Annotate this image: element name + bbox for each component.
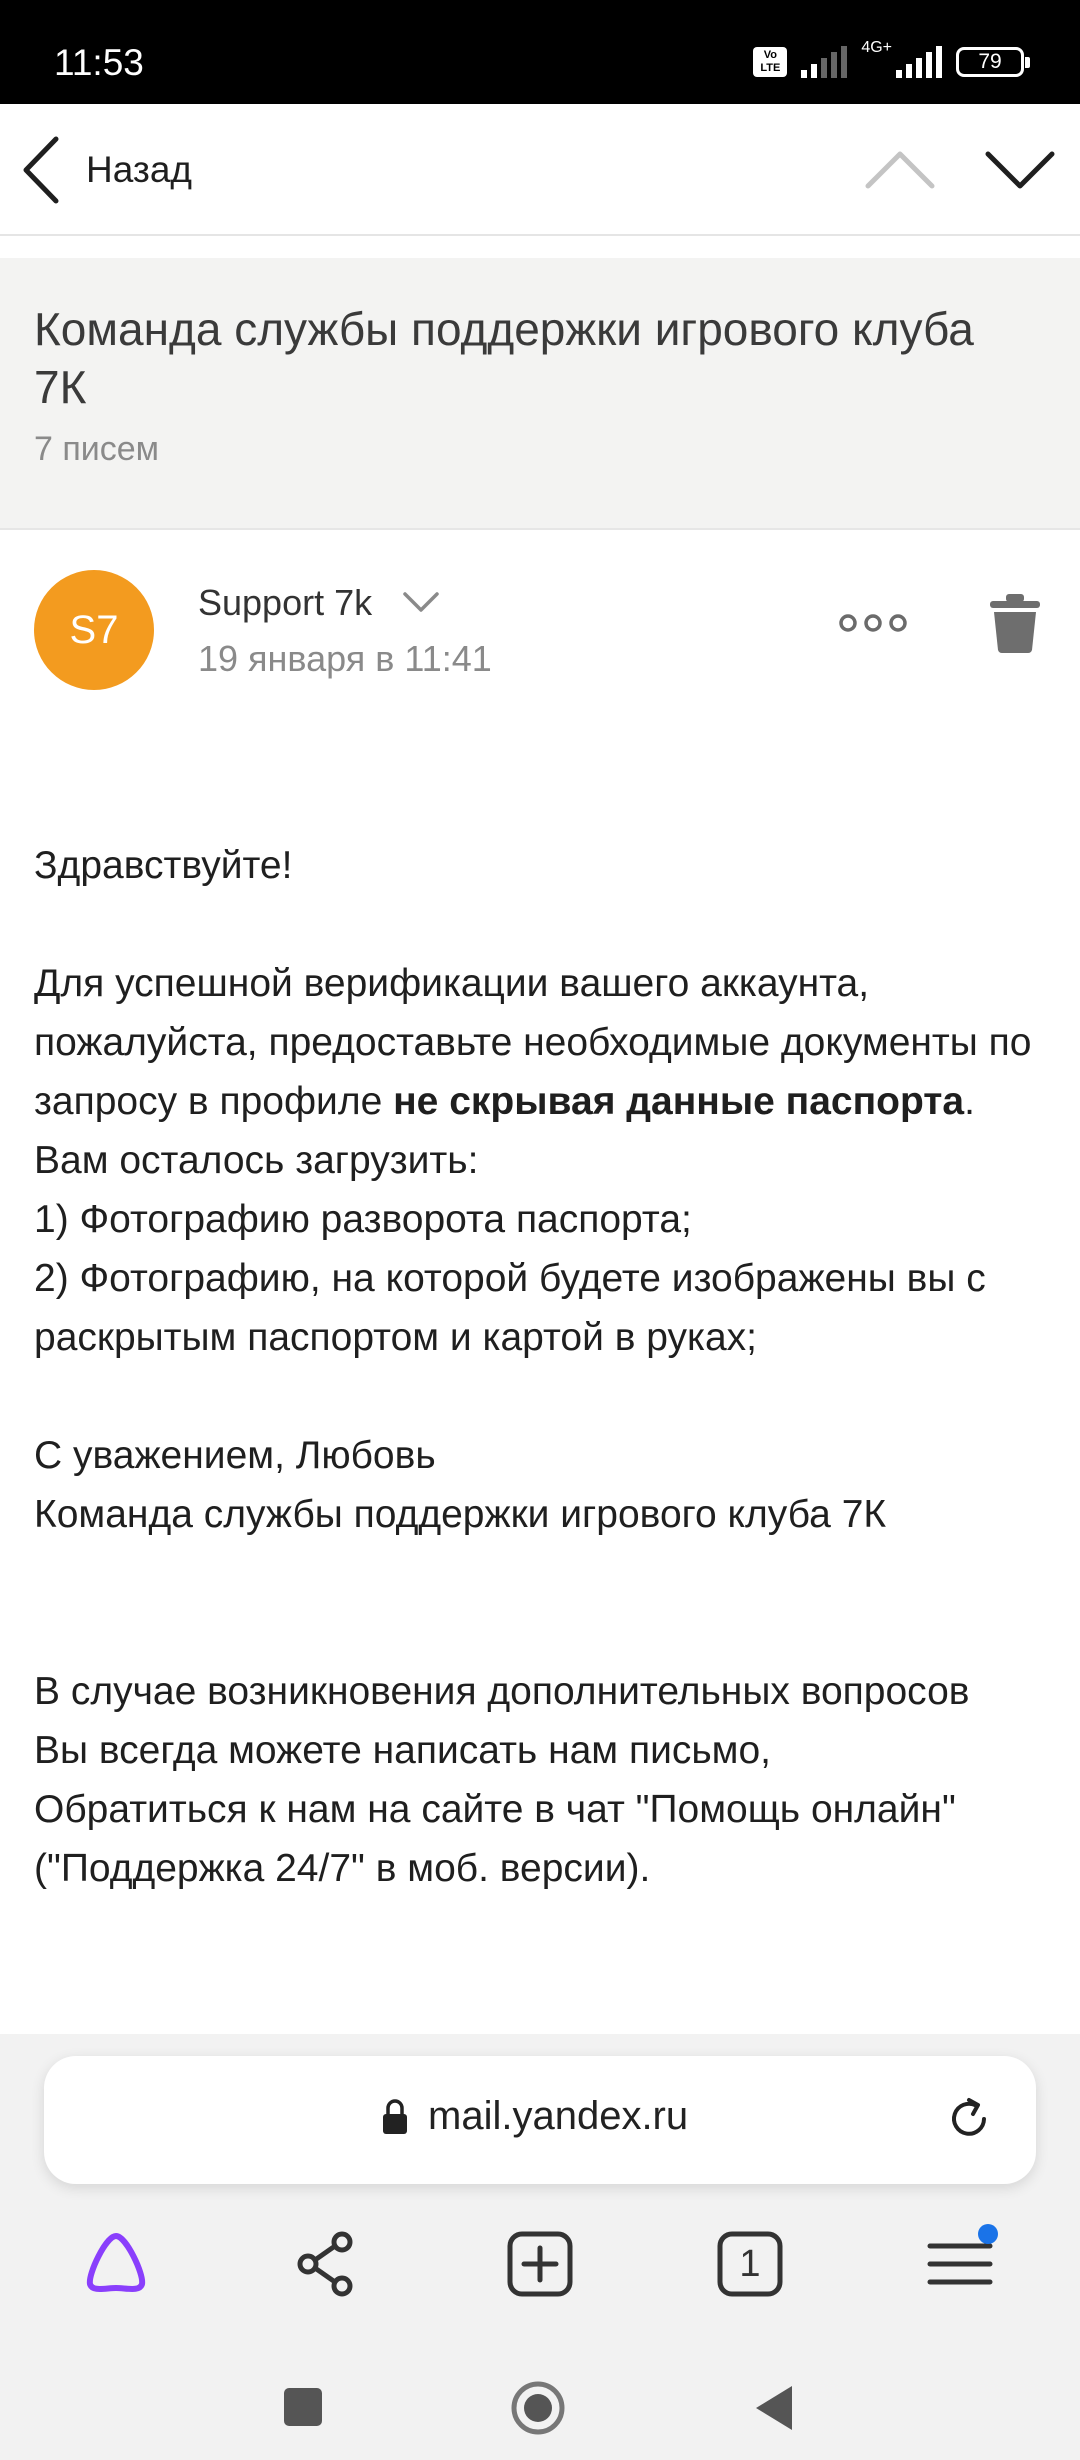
volte-icon: Vo LTE bbox=[753, 47, 787, 77]
sender-name[interactable]: Support 7k bbox=[198, 582, 373, 623]
write-us-text: Вы всегда можете написать нам письмо, bbox=[34, 1729, 772, 1772]
tabs-count: 1 bbox=[739, 2243, 761, 2285]
status-bar bbox=[0, 0, 1080, 104]
alice-assistant-icon[interactable] bbox=[76, 2224, 156, 2304]
verification-bold-text: не скрывая данные паспорта bbox=[393, 1080, 965, 1123]
thread-header bbox=[0, 258, 1080, 530]
message-date: 19 января в 11:41 bbox=[198, 638, 492, 679]
status-time: 11:53 bbox=[54, 42, 144, 83]
trash-icon[interactable] bbox=[988, 592, 1042, 654]
message-body bbox=[34, 836, 1054, 1898]
network-type: 4G+ bbox=[861, 39, 892, 56]
home-button[interactable] bbox=[510, 2380, 566, 2436]
mail-top-bar bbox=[0, 104, 1080, 236]
remaining-text: Вам осталось загрузить: bbox=[34, 1139, 479, 1182]
back-label: Назад bbox=[86, 149, 193, 190]
status-indicators bbox=[753, 39, 1024, 78]
thread-title: Команда службы поддержки игрового клуба 7К bbox=[34, 303, 974, 413]
spacer bbox=[0, 238, 1080, 258]
signal-strength-icon bbox=[801, 46, 847, 78]
verification-text: Для успешной верификации вашего аккаунта, пожалуйста, предоставьте необходимые документы по запросу в профиле bbox=[34, 962, 1032, 1123]
back-button[interactable] bbox=[20, 132, 192, 208]
signal-strength-4g-icon bbox=[896, 46, 942, 78]
verification-end: . bbox=[964, 1080, 975, 1123]
share-icon[interactable] bbox=[286, 2224, 366, 2304]
tabs-button[interactable] bbox=[710, 2224, 790, 2304]
new-tab-icon[interactable] bbox=[500, 2224, 580, 2304]
more-options-icon[interactable] bbox=[838, 608, 908, 638]
battery-icon: 79 bbox=[956, 47, 1024, 77]
recents-button[interactable] bbox=[282, 2386, 324, 2428]
previous-message-button[interactable] bbox=[860, 140, 940, 200]
reload-icon[interactable] bbox=[944, 2094, 994, 2144]
chevron-down-icon[interactable] bbox=[402, 588, 440, 616]
message-header bbox=[0, 532, 1080, 692]
chevron-left-icon bbox=[20, 135, 62, 205]
lock-icon bbox=[380, 2098, 410, 2136]
questions-text: В случае возникновения дополнительных вопросов bbox=[34, 1670, 970, 1713]
requirement-item-1: 1) Фотографию разворота паспорта; bbox=[34, 1198, 692, 1241]
url-text: mail.yandex.ru bbox=[428, 2094, 689, 2138]
next-message-button[interactable] bbox=[980, 140, 1060, 200]
notification-dot bbox=[978, 2224, 998, 2244]
system-back-button[interactable] bbox=[752, 2384, 796, 2432]
browser-toolbar bbox=[0, 2034, 1080, 2460]
system-navigation-bar bbox=[0, 2364, 1080, 2460]
chat-text: Обратиться к нам на сайте в чат "Помощь онлайн" ("Поддержка 24/7" в моб. версии). bbox=[34, 1788, 956, 1890]
thread-message-count: 7 писем bbox=[34, 430, 160, 468]
address-bar[interactable] bbox=[44, 2056, 1036, 2184]
browser-nav bbox=[0, 2224, 1080, 2334]
verification-paragraph bbox=[34, 954, 1054, 1131]
team-signature: Команда службы поддержки игрового клуба 7К bbox=[34, 1493, 887, 1536]
greeting-text: Здравствуйте! bbox=[34, 844, 293, 887]
requirement-item-2: 2) Фотографию, на которой будете изображены вы с раскрытым паспортом и картой в руках; bbox=[34, 1257, 986, 1359]
regards-text: С уважением, Любовь bbox=[34, 1434, 436, 1477]
sender-avatar[interactable]: S7 bbox=[34, 570, 154, 690]
